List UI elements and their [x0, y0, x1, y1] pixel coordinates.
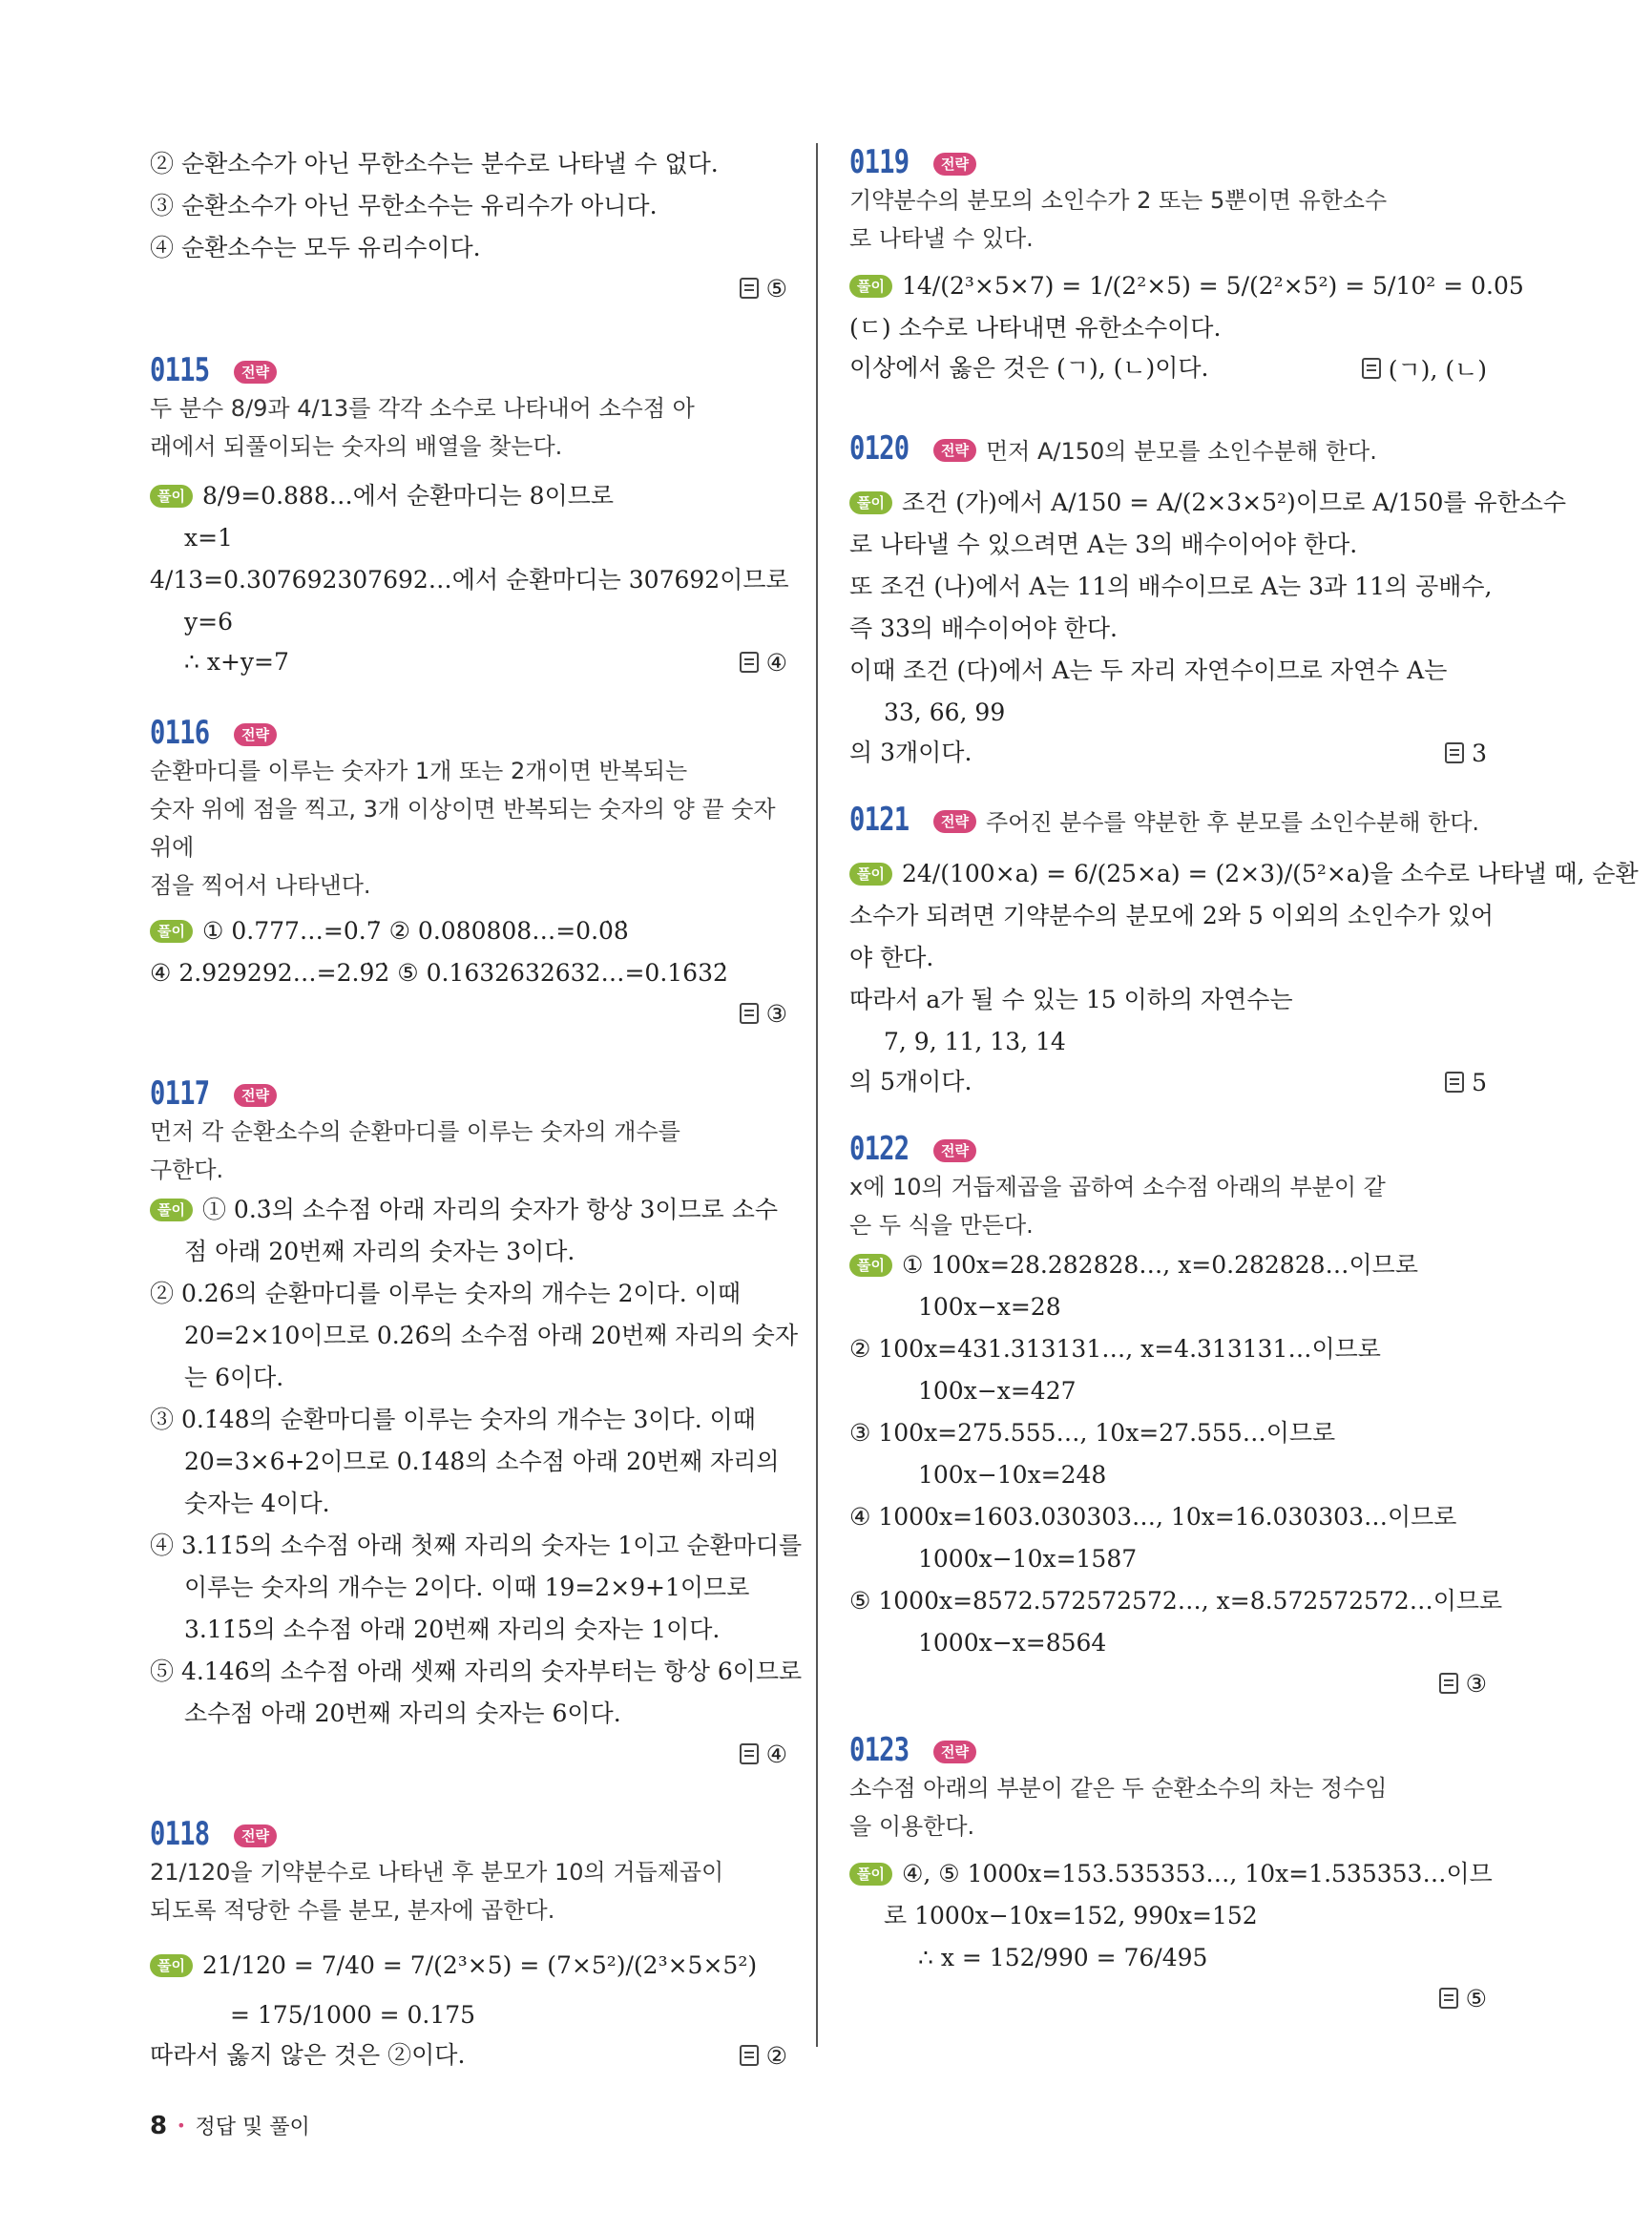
solution-text: 14/(2³×5×7) = 1/(2²×5) = 5/(2²×5²) = 5/10² = 0.05 — [901, 272, 1524, 300]
answer-row — [849, 734, 1487, 772]
solution-line: ⑤ 1000x=8572.572572572…, x=8.572572572…이므로 — [849, 1587, 1503, 1615]
solution-line: 즉 33의 배수이어야 한다. — [849, 615, 1118, 642]
solution-line: 따라서 a가 될 수 있는 15 이하의 자연수는 — [849, 986, 1293, 1013]
solution-badge: 풀이 — [150, 1954, 193, 1977]
answer-value: (ㄱ), (ㄴ) — [1388, 356, 1487, 384]
answer-icon — [1445, 1072, 1464, 1093]
solution-line: 20=2×10이므로 0.2̇6̇의 소수점 아래 20번째 자리의 숫자 — [184, 1322, 798, 1349]
solution-line: 로 나타낼 수 있으려면 A는 3의 배수이어야 한다. — [849, 531, 1358, 558]
problem-0117 — [150, 1074, 803, 1773]
strategy-badge: 전략 — [234, 1084, 277, 1107]
solution-line: 의 3개이다. — [849, 739, 972, 766]
answer-icon — [1439, 1988, 1458, 2009]
solution-line: ③ 0.1̇48̇의 순환마디를 이루는 숫자의 개수는 3이다. 이때 — [150, 1406, 756, 1433]
problem-number: 0123 — [849, 1731, 910, 1769]
answer — [1445, 1069, 1487, 1096]
solution-line: 소수가 되려면 기약분수의 분모에 2와 5 이외의 소인수가 있어 — [849, 902, 1494, 929]
answer-icon — [1439, 1673, 1458, 1694]
problem-number: 0115 — [150, 351, 210, 389]
problem-header — [150, 351, 787, 427]
strategy-badge: 전략 — [234, 723, 277, 746]
answer-icon — [740, 1003, 759, 1024]
solution-line: ⑤ 4.146̇의 소수점 아래 셋째 자리의 숫자부터는 항상 6이므로 — [150, 1658, 803, 1685]
solution-line: 3.11̇5̇의 소수점 아래 20번째 자리의 숫자는 1이다. — [184, 1616, 721, 1643]
text-line: ④ 순환소수는 모두 유리수이다. — [150, 234, 481, 261]
solution-line: ∴ x = 152/990 = 76/495 — [918, 1944, 1208, 1971]
problem-header — [150, 1074, 787, 1151]
answer-value: ③ — [765, 999, 787, 1028]
solution-text: ④, ⑤ 1000x=153.535353…, 10x=1.535353…이므 — [901, 1860, 1493, 1887]
solution-line: 이때 조건 (다)에서 A는 두 자리 자연수이므로 자연수 A는 — [849, 657, 1448, 684]
problem-header — [150, 1815, 787, 1891]
solution-line: ② 0.2̇6̇의 순환마디를 이루는 숫자의 개수는 2이다. 이때 — [150, 1280, 741, 1307]
problem-0115 — [150, 351, 787, 681]
solution-badge: 풀이 — [150, 1199, 193, 1221]
problem-number: 0122 — [849, 1130, 910, 1168]
answer-icon — [1362, 358, 1381, 379]
answer-row — [150, 643, 787, 681]
answer — [740, 275, 787, 302]
solution-text: 8/9=0.888…에서 순환마디는 8이므로 — [201, 482, 615, 510]
answer-row — [849, 1979, 1487, 2017]
problem-0123 — [849, 1731, 1493, 2017]
problem-header — [849, 1731, 1487, 1807]
solution-line — [150, 1945, 787, 1987]
problem-0119 — [849, 143, 1524, 387]
strategy-badge: 전략 — [933, 439, 976, 462]
problem-0120 — [849, 429, 1567, 772]
problem-0118 — [150, 1815, 787, 2075]
problem-header — [849, 1130, 1487, 1206]
strategy-text: 소수점 아래의 부분이 같은 두 순환소수의 차는 정수임 — [849, 1775, 1388, 1802]
solution-badge: 풀이 — [849, 1254, 892, 1277]
strategy-text: 먼저 각 순환소수의 순환마디를 이루는 숫자의 개수를 — [150, 1118, 680, 1145]
strategy-text: 래에서 되풀이되는 숫자의 배열을 찾는다. — [150, 433, 563, 460]
solution-badge: 풀이 — [849, 863, 892, 886]
answer — [1445, 740, 1487, 767]
problem-number: 0119 — [849, 143, 910, 181]
answer — [1362, 351, 1487, 386]
solution-line: = 175/1000 = 0.175 — [230, 2001, 476, 2029]
footer-label: 정답 및 풀이 — [195, 2116, 310, 2139]
strategy-text: 두 분수 8/9과 4/13를 각각 소수로 나타내어 소수점 아 — [150, 395, 695, 422]
problem-number: 0121 — [849, 801, 910, 839]
solution-line: ④ 2.929292…=2.9̇2̇ ⑤ 0.1632632632…=0.16̇32̇ — [150, 959, 728, 987]
answer — [740, 2042, 787, 2070]
answer-value: ④ — [765, 1740, 787, 1768]
solution-line: 100x−10x=248 — [918, 1461, 1107, 1489]
answer-value: ④ — [765, 648, 787, 677]
strategy-badge: 전략 — [234, 361, 277, 384]
solution-badge: 풀이 — [849, 275, 892, 298]
text-line: ② 순환소수가 아닌 무한소수는 분수로 나타낼 수 없다. — [150, 150, 719, 177]
solution-text: ① 0.777…=0.7̇ ② 0.080808…=0.0̇8̇ — [201, 917, 629, 945]
answer-value: ③ — [1465, 1669, 1487, 1698]
problem-header — [150, 714, 787, 790]
strategy-text: 숫자 위에 점을 찍고, 3개 이상이면 반복되는 숫자의 양 끝 숫자 위에 — [150, 796, 776, 861]
solution-line: ② 100x=431.313131…, x=4.313131…이므로 — [849, 1335, 1381, 1363]
problem-number: 0118 — [150, 1815, 210, 1853]
answer — [740, 1000, 787, 1028]
solution-line: 로 1000x−10x=152, 990x=152 — [884, 1902, 1258, 1929]
solution-text: 조건 (가)에서 A/150 = A/(2×3×5²)이므로 A/150를 유한소수 — [901, 489, 1567, 516]
problem-number: 0120 — [849, 429, 910, 468]
solution-line: 소수점 아래 20번째 자리의 숫자는 6이다. — [184, 1699, 621, 1727]
solution-line: 100x−x=28 — [918, 1293, 1061, 1321]
solution-line: 이루는 숫자의 개수는 2이다. 이때 19=2×9+1이므로 — [184, 1574, 750, 1601]
answer-icon — [1445, 742, 1464, 763]
solution-line: 야 한다. — [849, 944, 934, 971]
solution-text: 21/120 = 7/40 = 7/(2³×5) = (7×5²)/(2³×5×5²) — [201, 1951, 758, 1979]
solution-line: 따라서 옳지 않은 것은 ②이다. — [150, 2041, 466, 2069]
solution-line: 7, 9, 11, 13, 14 — [884, 1028, 1066, 1055]
solution-badge: 풀이 — [849, 1863, 892, 1886]
text-line: ③ 순환소수가 아닌 무한소수는 유리수가 아니다. — [150, 192, 658, 219]
solution-line: 숫자는 4이다. — [184, 1490, 330, 1517]
answer-icon — [740, 278, 759, 299]
answer-icon — [740, 2045, 759, 2066]
intro-block — [150, 143, 787, 307]
strategy-text: 먼저 A/150의 분모를 소인수분해 한다. — [985, 438, 1377, 465]
problem-header — [849, 429, 1487, 470]
solution-line: 4/13=0.307692307692…에서 순환마디는 307692이므로 — [150, 566, 789, 594]
solution-line: 1000x−10x=1587 — [918, 1545, 1138, 1573]
answer-value: ⑤ — [1465, 1984, 1487, 2012]
solution-line: ③ 100x=275.555…, 10x=27.555…이므로 — [849, 1419, 1336, 1447]
strategy-badge: 전략 — [933, 1741, 976, 1763]
strategy-text: 주어진 분수를 약분한 후 분모를 소인수분해 한다. — [985, 809, 1480, 836]
solution-line: 1000x−x=8564 — [918, 1629, 1107, 1657]
answer-row — [849, 1063, 1487, 1101]
answer-row — [150, 269, 787, 307]
answer — [740, 649, 787, 677]
left-column — [150, 143, 803, 2075]
solution-line: 20=3×6+2이므로 0.1̇48̇의 소수점 아래 20번째 자리의 — [184, 1448, 780, 1475]
page-number: 8 — [150, 2111, 168, 2140]
strategy-text: 구한다. — [150, 1157, 224, 1183]
strategy-text: 기약분수의 분모의 소인수가 2 또는 5뿐이면 유한소수 — [849, 187, 1388, 214]
answer-row — [849, 1664, 1487, 1702]
solution-line: 이상에서 옳은 것은 (ㄱ), (ㄴ)이다. — [849, 354, 1209, 382]
solution-badge: 풀이 — [150, 920, 193, 943]
solution-line: ④ 3.11̇5̇의 소수점 아래 첫째 자리의 숫자는 1이고 순환마디를 — [150, 1532, 803, 1559]
solution-line: 또 조건 (나)에서 A는 11의 배수이므로 A는 3과 11의 공배수, — [849, 573, 1493, 600]
problem-header — [849, 801, 1487, 842]
strategy-badge: 전략 — [234, 1824, 277, 1847]
strategy-text: 을 이용한다. — [849, 1813, 975, 1840]
strategy-text: 21/120을 기약분수로 나타낸 후 분모가 10의 거듭제곱이 — [150, 1859, 724, 1886]
solution-line — [849, 1244, 1487, 1286]
problem-number: 0116 — [150, 714, 210, 752]
solution-line: ④ 1000x=1603.030303…, 10x=16.030303…이므로 — [849, 1503, 1457, 1531]
problem-0122 — [849, 1130, 1503, 1702]
strategy-text: 로 나타낼 수 있다. — [849, 225, 1034, 252]
solution-line — [150, 910, 787, 952]
solution-line — [150, 1189, 787, 1231]
strategy-badge: 전략 — [933, 810, 976, 833]
strategy-text: 은 두 식을 만든다. — [849, 1212, 1034, 1239]
solution-line: ∴ x+y=7 — [184, 648, 289, 676]
solution-line — [849, 1853, 1493, 1895]
page-footer — [150, 2111, 310, 2140]
solution-line: y=6 — [184, 608, 233, 636]
answer-value: ⑤ — [765, 274, 787, 302]
answer-value: ② — [765, 2041, 787, 2070]
solution-text: ① 100x=28.282828…, x=0.282828…이므로 — [901, 1251, 1418, 1279]
column-divider — [816, 143, 818, 2047]
right-column — [849, 143, 1639, 2017]
solution-line: 점 아래 20번째 자리의 숫자는 3이다. — [184, 1238, 575, 1265]
answer — [740, 1741, 787, 1768]
answer-row — [849, 349, 1487, 387]
solution-badge: 풀이 — [849, 491, 892, 514]
solution-line: 는 6이다. — [184, 1364, 284, 1391]
solution-line: 100x−x=427 — [918, 1377, 1077, 1405]
solution-line: (ㄷ) 소수로 나타내면 유한소수이다. — [849, 314, 1222, 342]
separator-dot-icon: • — [177, 2116, 186, 2135]
strategy-badge: 전략 — [933, 1139, 976, 1162]
answer — [1439, 1670, 1487, 1698]
answer-icon — [740, 1743, 759, 1764]
strategy-text: 순환마디를 이루는 숫자가 1개 또는 2개이면 반복되는 — [150, 758, 688, 784]
solution-badge: 풀이 — [150, 485, 193, 508]
solution-line — [849, 482, 1567, 524]
strategy-badge: 전략 — [933, 153, 976, 176]
solution-text: 24/(100×a) = 6/(25×a) = (2×3)/(5²×a)을 소수로 나타낼 때, 순환 — [901, 860, 1639, 887]
problem-0116 — [150, 714, 787, 1032]
solution-line: 33, 66, 99 — [884, 698, 1006, 726]
strategy-text: 되도록 적당한 수를 분모, 분자에 곱한다. — [150, 1897, 555, 1924]
strategy-text: x에 10의 거듭제곱을 곱하여 소수점 아래의 부분이 같 — [849, 1174, 1386, 1200]
answer-value: 5 — [1472, 1068, 1487, 1096]
solution-line: x=1 — [184, 524, 233, 552]
answer-value: 3 — [1472, 739, 1487, 767]
solution-line — [849, 853, 1639, 895]
strategy-text: 점을 찍어서 나타낸다. — [150, 872, 371, 899]
answer-row — [150, 2036, 787, 2075]
answer — [1439, 1985, 1487, 2012]
answer-row — [150, 994, 787, 1032]
problem-0121 — [849, 801, 1639, 1101]
answer-row — [150, 1735, 787, 1773]
problem-header — [849, 143, 1487, 219]
solution-line: 의 5개이다. — [849, 1068, 972, 1095]
solution-text: ① 0.3̇의 소수점 아래 자리의 숫자가 항상 3이므로 소수 — [201, 1196, 779, 1223]
solution-line — [150, 475, 787, 517]
answer-icon — [740, 652, 759, 673]
solution-line — [849, 265, 1524, 307]
problem-number: 0117 — [150, 1074, 210, 1113]
